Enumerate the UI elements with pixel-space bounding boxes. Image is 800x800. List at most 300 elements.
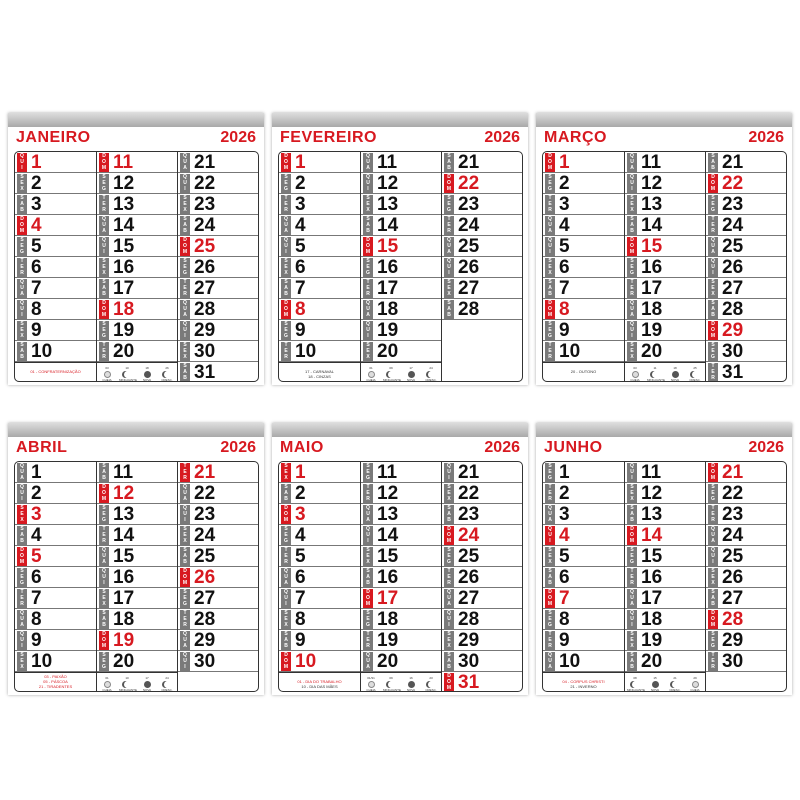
day-cell <box>279 504 360 525</box>
weekday-label: D O M <box>545 153 555 172</box>
moon-date: 09 <box>389 366 393 370</box>
holiday-item: 04 - CORPUS CHRISTI <box>562 679 605 684</box>
moon-name: CHEIA <box>102 378 112 382</box>
moon-phase <box>383 366 399 382</box>
weekday-label: Q U I <box>17 484 27 503</box>
day-cell <box>706 173 787 194</box>
weekday-label: Q U A <box>99 547 109 566</box>
day-number: 26 <box>458 567 480 588</box>
year-label: 2026 <box>220 439 256 456</box>
moon-date: 24 <box>165 676 169 680</box>
day-cell <box>361 320 442 341</box>
day-number: 4 <box>31 525 42 546</box>
day-number: 9 <box>31 320 42 341</box>
day-cell <box>543 546 624 567</box>
day-number: 26 <box>194 257 216 278</box>
day-number: 13 <box>377 194 399 215</box>
day-cell <box>97 567 178 588</box>
weekday-label: S E X <box>17 505 27 524</box>
month-name: ABRIL <box>16 439 68 456</box>
weekday-label: S E X <box>444 631 454 650</box>
day-cell <box>706 651 787 672</box>
weekday-label: S E G <box>281 174 291 193</box>
day-number: 1 <box>31 152 42 173</box>
moon-name: NOVA <box>142 378 152 382</box>
day-cell <box>178 462 259 483</box>
moon-icon <box>672 681 679 688</box>
day-cell <box>97 462 178 483</box>
weekday-label: Q U A <box>708 526 718 545</box>
weekday-label: S E X <box>17 652 27 671</box>
day-cell <box>15 236 96 257</box>
day-number: 16 <box>641 567 663 588</box>
day-cell <box>279 630 360 651</box>
day-cell <box>279 194 360 215</box>
weekday-label: S E G <box>708 195 718 214</box>
day-cell <box>178 609 259 630</box>
day-cell <box>279 546 360 567</box>
holiday-item: 01 - DIA DO TRABALHO <box>297 679 342 684</box>
moon-phase <box>423 676 439 692</box>
day-column <box>441 462 523 691</box>
day-column <box>624 152 706 381</box>
day-cell <box>279 525 360 546</box>
year-label: 2026 <box>484 439 520 456</box>
day-number: 16 <box>377 567 399 588</box>
year-label: 2026 <box>484 129 520 146</box>
weekday-label: S E X <box>99 258 109 277</box>
weekday-label: S E X <box>281 463 291 482</box>
weekday-label: Q U A <box>444 237 454 256</box>
moon-icon <box>388 681 395 688</box>
day-number: 7 <box>559 278 570 299</box>
day-cell <box>442 236 523 257</box>
day-cell <box>361 567 442 588</box>
day-cell <box>361 278 442 299</box>
weekday-label: S A B <box>444 300 454 319</box>
day-cell <box>442 173 523 194</box>
day-cell <box>706 362 787 382</box>
moon-icon <box>124 371 131 378</box>
day-cell <box>279 257 360 278</box>
day-cell <box>178 546 259 567</box>
day-number: 1 <box>295 152 306 173</box>
day-number: 24 <box>194 215 216 236</box>
weekday-label: T E R <box>545 195 555 214</box>
day-cell <box>279 609 360 630</box>
day-number: 31 <box>194 362 216 382</box>
day-cell <box>706 278 787 299</box>
day-cell <box>15 609 96 630</box>
day-column <box>441 152 523 381</box>
holiday-item: 01 - CONFRATERNIZAÇÃO <box>30 369 81 374</box>
day-cell <box>361 152 442 173</box>
weekday-label: S E G <box>545 174 555 193</box>
weekday-label: S A B <box>444 505 454 524</box>
day-number: 23 <box>722 194 744 215</box>
day-cell <box>279 152 360 173</box>
day-cell <box>178 362 259 382</box>
day-cell <box>97 215 178 236</box>
weekday-label: S E G <box>708 342 718 361</box>
weekday-label: Q U I <box>627 610 637 629</box>
days-grid <box>278 151 523 382</box>
day-cell <box>706 525 787 546</box>
day-cell <box>625 546 706 567</box>
weekday-label: D O M <box>627 526 637 545</box>
moon-icon <box>672 371 679 378</box>
day-cell <box>706 257 787 278</box>
moon-date: 18 <box>673 366 677 370</box>
moon-phase <box>647 676 663 692</box>
weekday-label: Q U A <box>545 216 555 235</box>
day-cell <box>625 320 706 341</box>
moon-date: 08 <box>633 676 637 680</box>
day-cell <box>97 546 178 567</box>
day-cell <box>178 236 259 257</box>
weekday-label: D O M <box>545 589 555 608</box>
moon-phases <box>360 363 442 382</box>
day-cell <box>97 609 178 630</box>
moon-icon <box>144 371 151 378</box>
day-cell <box>625 278 706 299</box>
month-card <box>8 423 264 695</box>
day-cell <box>543 462 624 483</box>
weekday-label: Q U A <box>363 300 373 319</box>
day-cell <box>361 173 442 194</box>
day-number: 21 <box>194 462 216 483</box>
day-cell <box>706 341 787 362</box>
weekday-label: S A B <box>17 526 27 545</box>
day-cell <box>97 504 178 525</box>
day-cell <box>97 525 178 546</box>
day-number: 21 <box>722 152 744 173</box>
day-number: 28 <box>722 609 744 630</box>
day-cell <box>361 588 442 609</box>
day-column <box>705 462 787 691</box>
weekday-label: S E G <box>180 589 190 608</box>
day-cell <box>543 257 624 278</box>
moon-name: NOVA <box>406 378 416 382</box>
day-number: 28 <box>722 299 744 320</box>
moon-date: 25 <box>693 366 697 370</box>
weekday-label: D O M <box>281 652 291 671</box>
moon-name: MINGUANTE <box>647 378 665 382</box>
moon-name: MINGUANTE <box>383 688 401 692</box>
weekday-label: S A B <box>708 153 718 172</box>
moon-date: 01 <box>105 676 109 680</box>
hanger-bar <box>536 113 792 127</box>
day-number: 5 <box>559 546 570 567</box>
moon-phases <box>96 673 178 692</box>
weekday-label: T E R <box>281 195 291 214</box>
weekday-label: T E R <box>708 505 718 524</box>
weekday-label: Q U I <box>708 547 718 566</box>
weekday-label: S E G <box>99 321 109 340</box>
day-cell <box>625 341 706 362</box>
holiday-item: 10 - DIA DAS MÃES <box>301 684 338 689</box>
day-cell <box>361 525 442 546</box>
day-cell <box>625 257 706 278</box>
day-cell <box>361 609 442 630</box>
day-cell <box>543 504 624 525</box>
weekday-label: T E R <box>17 258 27 277</box>
weekday-label: D O M <box>708 610 718 629</box>
moon-phase <box>383 676 399 692</box>
weekday-label: Q U I <box>180 652 190 671</box>
holiday-list <box>15 363 96 382</box>
day-number: 5 <box>31 546 42 567</box>
day-number: 27 <box>722 278 744 299</box>
moon-icon <box>388 371 395 378</box>
day-number: 5 <box>295 546 306 567</box>
day-number: 4 <box>295 215 306 236</box>
weekday-label: T E R <box>363 484 373 503</box>
weekday-label: D O M <box>281 300 291 319</box>
day-number: 6 <box>295 567 306 588</box>
day-column <box>543 462 624 691</box>
day-number: 24 <box>458 525 480 546</box>
day-number: 29 <box>194 320 216 341</box>
day-cell <box>706 194 787 215</box>
weekday-label: Q U A <box>281 568 291 587</box>
moon-phase <box>647 366 663 382</box>
day-cell <box>706 630 787 651</box>
day-cell <box>97 341 178 362</box>
weekday-label: Q U I <box>180 321 190 340</box>
day-number: 17 <box>377 278 399 299</box>
weekday-label: S A B <box>363 568 373 587</box>
day-number: 30 <box>194 341 216 362</box>
day-cell <box>361 504 442 525</box>
weekday-label: S E G <box>99 505 109 524</box>
day-cell <box>97 299 178 320</box>
day-number: 30 <box>194 651 216 672</box>
day-cell <box>442 651 523 672</box>
day-cell <box>625 215 706 236</box>
moon-phases <box>624 363 706 382</box>
day-column <box>624 462 706 691</box>
day-cell <box>97 257 178 278</box>
moon-name: CHEIA <box>630 378 640 382</box>
day-cell <box>279 215 360 236</box>
day-number: 5 <box>295 236 306 257</box>
moon-phase <box>99 366 115 382</box>
day-column <box>96 462 178 691</box>
day-cell <box>15 483 96 504</box>
day-number: 9 <box>31 630 42 651</box>
weekday-label: S E X <box>363 547 373 566</box>
weekday-label: D O M <box>545 300 555 319</box>
day-cell <box>543 320 624 341</box>
holiday-item: 21 - INVERNO <box>570 684 597 689</box>
day-cell <box>279 588 360 609</box>
moon-date: 11 <box>653 366 657 370</box>
moon-date: 29 <box>693 676 697 680</box>
day-cell <box>543 152 624 173</box>
weekday-label: T E R <box>708 363 718 382</box>
day-number: 23 <box>194 194 216 215</box>
weekday-label: Q U I <box>444 258 454 277</box>
day-cell <box>543 567 624 588</box>
day-number: 12 <box>113 173 135 194</box>
weekday-label: S E X <box>627 484 637 503</box>
weekday-label: Q U I <box>444 463 454 482</box>
day-number: 11 <box>113 152 134 173</box>
holiday-item: 17 - CARNAVAL <box>305 369 334 374</box>
day-cell <box>178 278 259 299</box>
moon-phase <box>403 676 419 692</box>
moon-name: CHEIA <box>102 688 112 692</box>
weekday-label: Q U A <box>363 153 373 172</box>
day-number: 20 <box>377 341 399 362</box>
day-number: 24 <box>458 215 480 236</box>
day-number: 12 <box>377 173 399 194</box>
moon-icon <box>692 371 699 378</box>
day-number: 22 <box>194 483 216 504</box>
day-number: 30 <box>722 651 744 672</box>
moon-date: 15 <box>653 676 657 680</box>
day-number: 19 <box>113 320 135 341</box>
day-number: 26 <box>722 567 744 588</box>
day-cell <box>97 630 178 651</box>
month-footer <box>543 672 705 692</box>
moon-name: NOVA <box>650 688 660 692</box>
moon-icon <box>124 681 131 688</box>
weekday-label: Q U I <box>444 610 454 629</box>
moon-icon <box>164 681 171 688</box>
day-number: 18 <box>377 609 399 630</box>
weekday-label: T E R <box>627 279 637 298</box>
year-label: 2026 <box>220 129 256 146</box>
day-number: 10 <box>295 651 317 672</box>
weekday-label: S A B <box>708 300 718 319</box>
weekday-label: S E X <box>363 342 373 361</box>
weekday-label: D O M <box>99 300 109 319</box>
holiday-item: 21 - TIRADENTES <box>38 684 73 689</box>
weekday-label: D O M <box>99 153 109 172</box>
day-number: 17 <box>641 588 663 609</box>
day-number: 26 <box>722 257 744 278</box>
day-cell <box>279 278 360 299</box>
day-number: 3 <box>559 194 570 215</box>
weekday-label: S E G <box>545 463 555 482</box>
day-cell <box>543 299 624 320</box>
day-cell <box>706 152 787 173</box>
moon-name: CRESC. <box>161 378 173 382</box>
moon-name: MINGUANTE <box>383 378 401 382</box>
day-number: 6 <box>559 257 570 278</box>
weekday-label: Q U A <box>444 589 454 608</box>
moon-phase <box>139 676 155 692</box>
day-column <box>177 462 259 691</box>
weekday-label: T E R <box>17 589 27 608</box>
weekday-label: S E G <box>17 237 27 256</box>
day-number: 17 <box>377 588 399 609</box>
weekday-label: S E G <box>363 463 373 482</box>
day-cell <box>442 257 523 278</box>
day-cell <box>442 215 523 236</box>
day-number: 8 <box>295 299 306 320</box>
moon-date: 17 <box>145 676 149 680</box>
moon-name: MINGUANTE <box>119 378 137 382</box>
days-grid <box>278 461 523 692</box>
hanger-bar <box>8 423 264 437</box>
day-number: 6 <box>31 257 42 278</box>
day-number: 22 <box>458 173 480 194</box>
weekday-label: Q U A <box>363 505 373 524</box>
day-cell <box>543 215 624 236</box>
day-number: 4 <box>31 215 42 236</box>
day-cell <box>625 173 706 194</box>
day-cell <box>15 567 96 588</box>
hanger-bar <box>536 423 792 437</box>
day-number: 14 <box>641 525 663 546</box>
year-label: 2026 <box>748 129 784 146</box>
day-cell <box>625 609 706 630</box>
day-number: 10 <box>295 341 317 362</box>
day-cell <box>706 588 787 609</box>
day-number: 24 <box>722 215 744 236</box>
day-number: 9 <box>559 630 570 651</box>
weekday-label: S A B <box>545 568 555 587</box>
moon-icon <box>408 371 415 378</box>
moon-icon <box>652 371 659 378</box>
day-number: 21 <box>458 152 480 173</box>
day-cell <box>625 462 706 483</box>
weekday-label: Q U A <box>17 463 27 482</box>
day-number: 15 <box>113 546 135 567</box>
weekday-label: S E X <box>708 568 718 587</box>
day-number: 25 <box>194 236 216 257</box>
day-cell <box>543 525 624 546</box>
day-cell <box>15 320 96 341</box>
day-cell <box>97 651 178 672</box>
weekday-label: Q U A <box>627 153 637 172</box>
day-number: 29 <box>722 320 744 341</box>
day-cell <box>15 194 96 215</box>
day-cell <box>442 462 523 483</box>
weekday-label: S A B <box>99 279 109 298</box>
weekday-label: Q U I <box>17 631 27 650</box>
day-number: 28 <box>458 609 480 630</box>
hanger-bar <box>272 423 528 437</box>
day-cell <box>279 341 360 362</box>
moon-icon <box>144 681 151 688</box>
day-cell <box>15 299 96 320</box>
day-cell <box>543 278 624 299</box>
holiday-list <box>543 363 624 382</box>
weekday-label: T E R <box>180 279 190 298</box>
moon-phase <box>119 366 135 382</box>
weekday-label: D O M <box>363 589 373 608</box>
day-number: 11 <box>641 152 662 173</box>
day-number: 2 <box>559 483 570 504</box>
day-number: 23 <box>194 504 216 525</box>
moon-icon <box>408 681 415 688</box>
weekday-label: D O M <box>708 463 718 482</box>
day-column <box>279 462 360 691</box>
day-cell <box>178 525 259 546</box>
moon-date: 03 <box>105 366 109 370</box>
holiday-list <box>279 673 360 692</box>
day-number: 29 <box>194 630 216 651</box>
weekday-label: S A B <box>17 342 27 361</box>
weekday-label: Q U I <box>99 237 109 256</box>
day-number: 3 <box>295 194 306 215</box>
moon-date: 10 <box>125 366 129 370</box>
moon-name: NOVA <box>670 378 680 382</box>
